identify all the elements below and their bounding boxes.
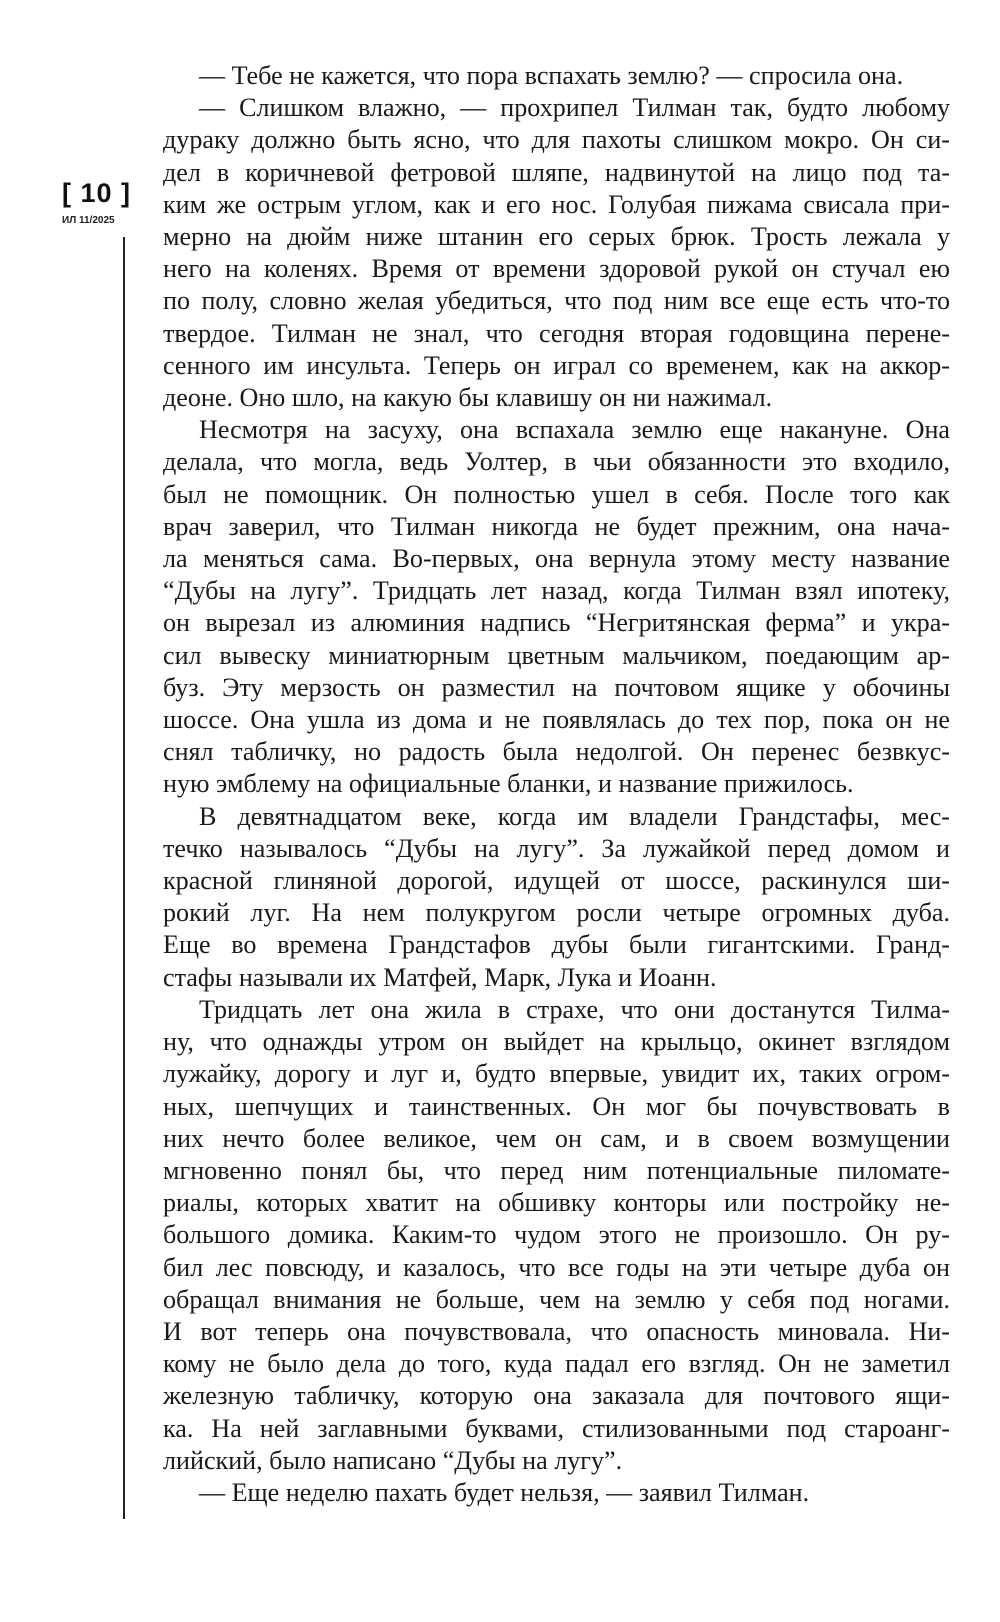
text-line: лийский, было написано “Дубы на лугу”. (163, 1445, 623, 1475)
text-line: стафы называли их Матфей, Марк, Лука и Иоанн. (163, 962, 717, 992)
text-line: деоне. Оно шло, на какую бы клавишу он ни нажимал. (163, 383, 773, 413)
text-line: ных, шепчущих и таинственных. Он мог бы почувствовать в (163, 1091, 950, 1121)
paragraph (163, 92, 950, 414)
paragraph (163, 414, 950, 800)
text-line: — Слишком влажно, — прохрипел Тилман так, будто любому (199, 93, 950, 123)
text-line: них нечто более великое, чем он сам, и в своем возмущении (163, 1123, 950, 1153)
text-line: лужайку, дорогу и луг и, будто впервые, увидит их, таких огром- (163, 1059, 950, 1089)
text-line: дел в коричневой фетровой шляпе, надвинутой на лицо под та- (163, 157, 950, 187)
text-line: ную эмблему на официальные бланки, и название прижилось. (163, 769, 854, 799)
paragraph (163, 60, 950, 92)
text-line: мгновенно понял бы, что перед ним потенциальные пиломате- (163, 1155, 950, 1185)
text-line: него на коленях. Время от времени здоровой рукой он стучал ею (163, 254, 950, 284)
text-line: железную табличку, которую она заказала для почтового ящи- (163, 1381, 950, 1411)
text-line: ну, что однажды утром он выйдет на крыльцо, окинет взглядом (163, 1027, 950, 1057)
text-line: ким же острым углом, как и его нос. Голубая пижама свисала при- (163, 189, 950, 219)
text-line: И вот теперь она почувствовала, что опасность миновала. Ни- (163, 1316, 950, 1346)
paragraph (163, 801, 950, 994)
text-line: — Еще неделю пахать будет нельзя, — заявил Тилман. (199, 1477, 810, 1507)
text-line: риалы, которых хватит на обшивку конторы или постройку не- (163, 1188, 950, 1218)
text-line: сил вывеску миниатюрным цветным мальчиком, поедающим ар- (163, 640, 950, 670)
text-line: был не помощник. Он полностью ушел в себя. После того как (163, 479, 950, 509)
text-line: делала, что могла, ведь Уолтер, в чьи обязанности это входило, (163, 447, 950, 477)
text-line: дураку должно быть ясно, что для пахоты слишком мокро. Он си- (163, 125, 950, 155)
margin-rule (123, 237, 125, 1519)
paragraph (163, 994, 950, 1477)
text-line: бил лес повсюду, и казалось, что все годы на эти четыре дуба он (163, 1252, 950, 1282)
text-line: по полу, словно желая убедиться, что под ним все еще есть что-то (163, 286, 950, 316)
issue-label: ИЛ 11/2025 (62, 215, 115, 226)
text-line: ка. На ней заглавными буквами, стилизованными под староанг- (163, 1413, 950, 1443)
text-line: мерно на дюйм ниже штанин его серых брюк. Трость лежала у (163, 222, 950, 252)
text-line: кому не было дела до того, куда падал его взгляд. Он не заметил (163, 1349, 950, 1379)
text-line: Тридцать лет она жила в страхе, что они достанутся Тилма- (199, 994, 950, 1024)
text-line: снял табличку, но радость была недолгой. Он перенес безвкус- (163, 737, 950, 767)
text-line: он вырезал из алюминия надпись “Негритянская ферма” и укра- (163, 608, 950, 638)
text-line: “Дубы на лугу”. Тридцать лет назад, когда Тилман взял ипотеку, (163, 576, 950, 606)
text-line: рокий луг. На нем полукругом росли четыре огромных дуба. (163, 898, 950, 928)
text-line: В девятнадцатом веке, когда им владели Грандстафы, мес- (199, 801, 950, 831)
text-line: Несмотря на засуху, она вспахала землю еще накануне. Она (199, 415, 950, 445)
text-line: большого домика. Каким-то чудом этого не произошло. Он ру- (163, 1220, 950, 1250)
page-number: [ 10 ] (62, 178, 132, 208)
paragraph (163, 1477, 950, 1509)
text-line: красной глиняной дорогой, идущей от шоссе, раскинулся ши- (163, 866, 950, 896)
text-line: сенного им инсульта. Теперь он играл со временем, как на аккор- (163, 350, 950, 380)
text-line: течко называлось “Дубы на лугу”. За лужайкой перед домом и (163, 833, 950, 863)
text-line: твердое. Тилман не знал, что сегодня вторая годовщина перене- (163, 318, 950, 348)
text-line: обращал внимания не больше, чем на землю у себя под ногами. (163, 1284, 950, 1314)
text-line: ла меняться сама. Во-первых, она вернула этому месту название (163, 544, 950, 574)
text-line: буз. Эту мерзость он разместил на почтовом ящике у обочины (163, 672, 950, 702)
text-line: шоссе. Она ушла из дома и не появлялась до тех пор, пока он не (163, 705, 950, 735)
text-line: — Тебе не кажется, что пора вспахать землю? — спросила она. (199, 61, 904, 90)
body-text (163, 60, 950, 1509)
text-line: Еще во времена Грандстафов дубы были гигантскими. Гранд- (163, 930, 950, 960)
text-line: врач заверил, что Тилман никогда не будет прежним, она нача- (163, 511, 950, 541)
